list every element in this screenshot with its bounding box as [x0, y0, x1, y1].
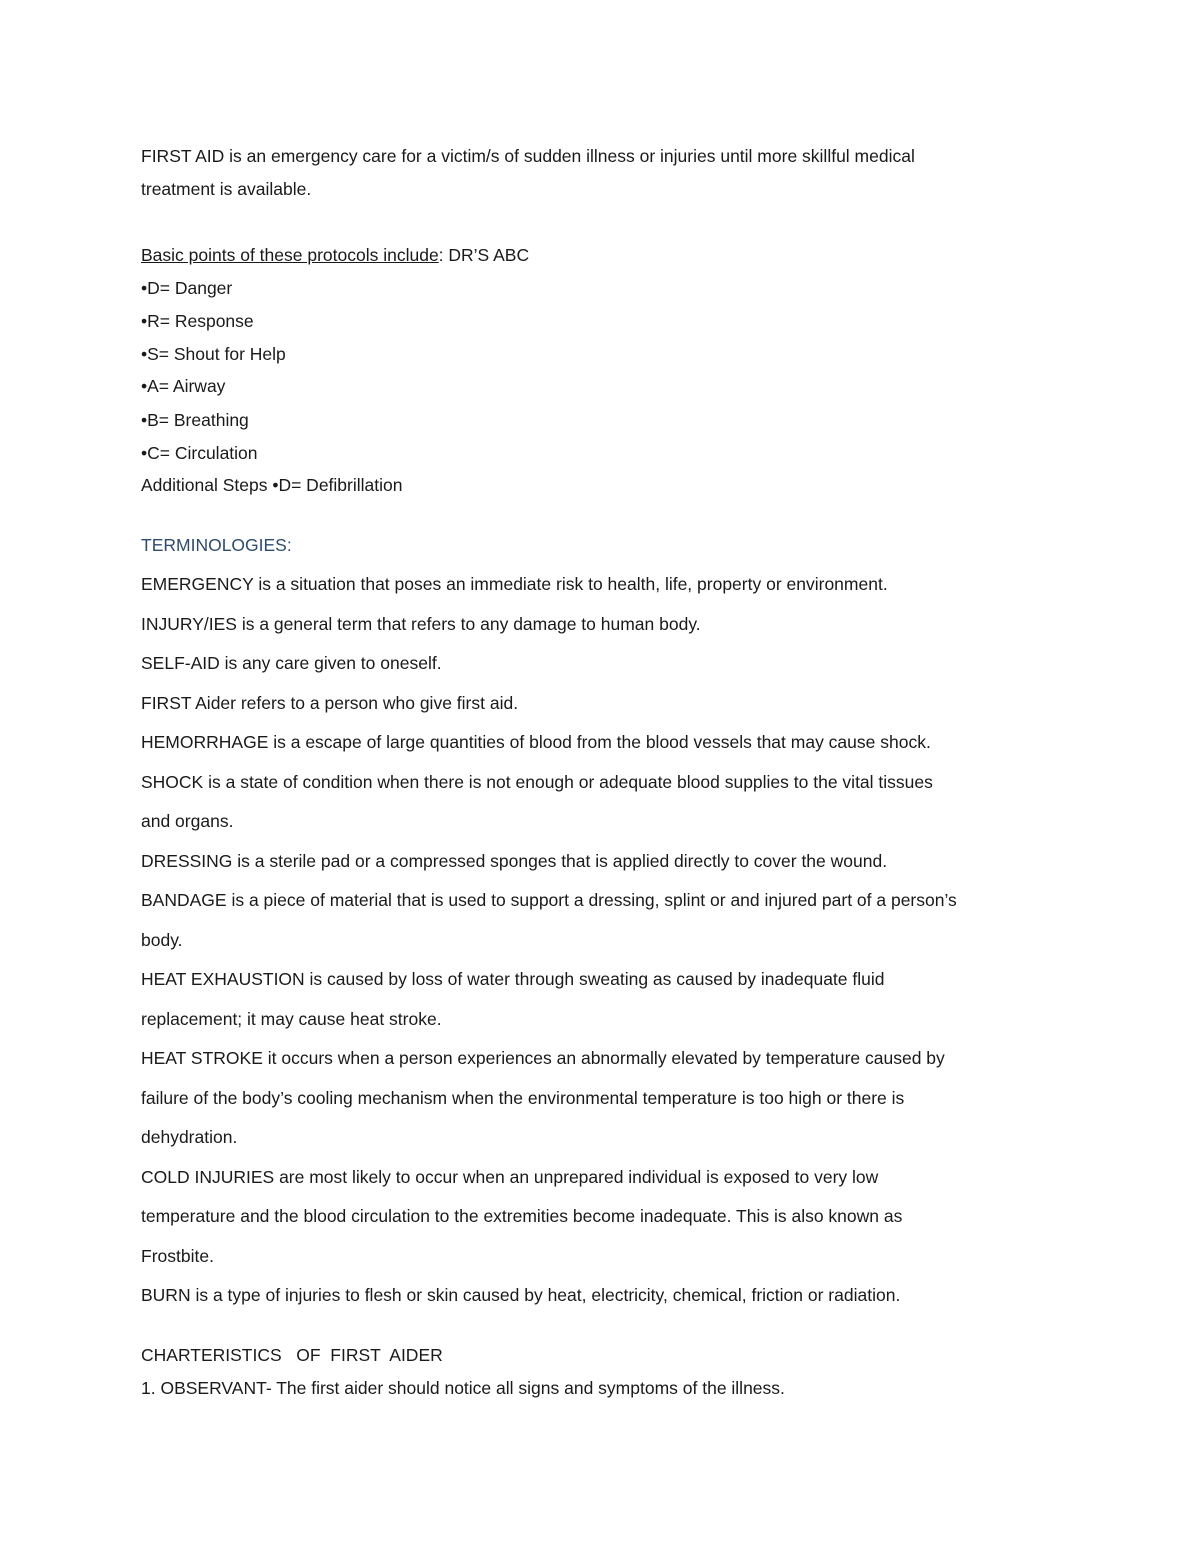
- protocol-additional: Additional Steps •D= Defibrillation: [141, 475, 403, 495]
- protocol-item-airway: •A= Airway: [141, 376, 226, 396]
- intro-line-2: treatment is available.: [141, 179, 312, 199]
- protocol-item-circulation: •C= Circulation: [141, 443, 258, 463]
- protocol-item-danger: •D= Danger: [141, 278, 233, 298]
- term-line: replacement; it may cause heat stroke.: [141, 1009, 442, 1029]
- term-line: SELF-AID is any care given to oneself.: [141, 653, 442, 673]
- term-line: SHOCK is a state of condition when there is not enough or adequate blood supplies to the vital tissues: [141, 772, 933, 792]
- protocols-suffix: : DR’S ABC: [438, 245, 530, 265]
- term-line: BURN is a type of injuries to flesh or skin caused by heat, electricity, chemical, friction or radiation.: [141, 1285, 901, 1305]
- term-line: EMERGENCY is a situation that poses an immediate risk to health, life, property or environment.: [141, 574, 888, 594]
- term-line: and organs.: [141, 811, 234, 831]
- term-line: BANDAGE is a piece of material that is used to support a dressing, splint or and injured part of a person’s: [141, 890, 957, 910]
- term-line: INJURY/IES is a general term that refers to any damage to human body.: [141, 614, 701, 634]
- protocols-label: Basic points of these protocols include: [141, 245, 439, 265]
- protocol-item-shout: •S= Shout for Help: [141, 344, 286, 364]
- characteristics-heading: CHARTERISTICS OF FIRST AIDER: [141, 1345, 443, 1365]
- term-line: HEAT EXHAUSTION is caused by loss of water through sweating as caused by inadequate fluid: [141, 969, 885, 989]
- term-line: body.: [141, 930, 183, 950]
- term-line: HEMORRHAGE is a escape of large quantities of blood from the blood vessels that may cause shock.: [141, 732, 931, 752]
- term-line: HEAT STROKE it occurs when a person experiences an abnormally elevated by temperature caused by: [141, 1048, 945, 1068]
- protocols-heading: [141, 243, 529, 267]
- term-line: temperature and the blood circulation to the extremities become inadequate. This is also known as: [141, 1206, 903, 1226]
- protocol-item-breathing: •B= Breathing: [141, 410, 249, 430]
- protocol-item-response: •R= Response: [141, 311, 254, 331]
- term-line: COLD INJURIES are most likely to occur when an unprepared individual is exposed to very low: [141, 1167, 879, 1187]
- term-line: Frostbite.: [141, 1246, 214, 1266]
- intro-line-1: FIRST AID is an emergency care for a victim/s of sudden illness or injuries until more skillful medical: [141, 146, 915, 166]
- term-line: failure of the body’s cooling mechanism when the environmental temperature is too high or there is: [141, 1088, 905, 1108]
- term-line: FIRST Aider refers to a person who give first aid.: [141, 693, 519, 713]
- terminologies-heading: TERMINOLOGIES:: [141, 535, 292, 555]
- characteristic-item: 1. OBSERVANT- The first aider should notice all signs and symptoms of the illness.: [141, 1378, 785, 1398]
- term-line: dehydration.: [141, 1127, 238, 1147]
- term-line: DRESSING is a sterile pad or a compressed sponges that is applied directly to cover the wound.: [141, 851, 888, 871]
